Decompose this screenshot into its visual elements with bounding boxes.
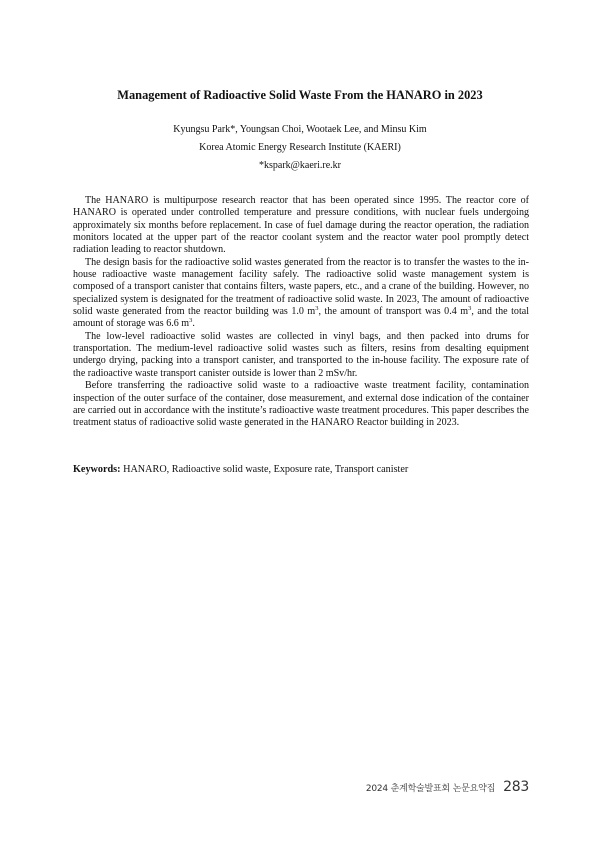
abstract-body [73, 195, 529, 430]
paragraph-3: The low-level radioactive solid wastes are collected in vinyl bags, and then packed into drums for transportation. The medium-level radioactive solid wastes such as filters, resins from desalting equipment undergo drying, packing into a transport canister, and transported to the in-house facility. The exposure rate of the radioactive waste transport canister outside is lower than 2 mSv/hr. [73, 330, 529, 379]
paragraph-2-text-4: . [192, 318, 195, 330]
affiliation: Korea Atomic Energy Research Institute (KAERI) [199, 142, 401, 153]
paragraph-2-text-1: The design basis for the radioactive solid wastes generated from the reactor is to transfer the wastes to the in-house radioactive waste management facility safely. The radioactive solid waste management system is composed of a transport canister that contains filters, waste papers, etc., and a crane of the building. However, no specialized system is designated for the treatment of radioactive solid waste. In 2023, The amount of radioactive solid waste generated from the reactor building was 1.0 m [73, 256, 529, 318]
superscript-3: 3 [315, 305, 319, 313]
keywords-text: HANARO, Radioactive solid waste, Exposure rate, Transport canister [120, 464, 409, 475]
paragraph-2 [73, 257, 529, 331]
corresponding-email: *kspark@kaeri.re.kr [259, 160, 341, 171]
conference-name: 2024 춘계학술발표회 논문요약집 [365, 784, 496, 794]
keywords-line [73, 464, 529, 475]
superscript-3: 3 [468, 305, 472, 313]
paragraph-2-text-3: , and the total amount of storage was 6.6 m [73, 306, 529, 330]
superscript-3: 3 [189, 317, 193, 325]
paper-title: Management of Radioactive Solid Waste From the HANARO in 2023 [117, 88, 483, 102]
page-footer [366, 779, 529, 795]
page-number: 283 [503, 779, 529, 795]
author-list: Kyungsu Park*, Youngsan Choi, Wootaek Lee, and Minsu Kim [173, 124, 427, 135]
paragraph-4: Before transferring the radioactive solid waste to a radioactive waste treatment facility, contamination inspection of the outer surface of the container, dose measurement, and external dose indication of the container are carried out in accordance with the institute’s radioactive waste treatment procedures. This paper describes the treatment status of radioactive solid waste generated in the HANARO Reactor building in 2023. [73, 380, 529, 429]
paragraph-1: The HANARO is multipurpose research reactor that has been operated since 1995. The reactor core of HANARO is operated under controlled temperature and pressure conditions, with nuclear fuels undergoing approximately six months before replacement. In case of fuel damage during the reactor operation, the radiation monitors located at the upper part of the reactor coolant system and the reactor water pool promptly detect radiation leading to reactor shutdown. [73, 195, 529, 256]
keywords-label: Keywords: [73, 464, 121, 475]
paragraph-2-text-2: , the amount of transport was 0.4 m [318, 306, 469, 318]
